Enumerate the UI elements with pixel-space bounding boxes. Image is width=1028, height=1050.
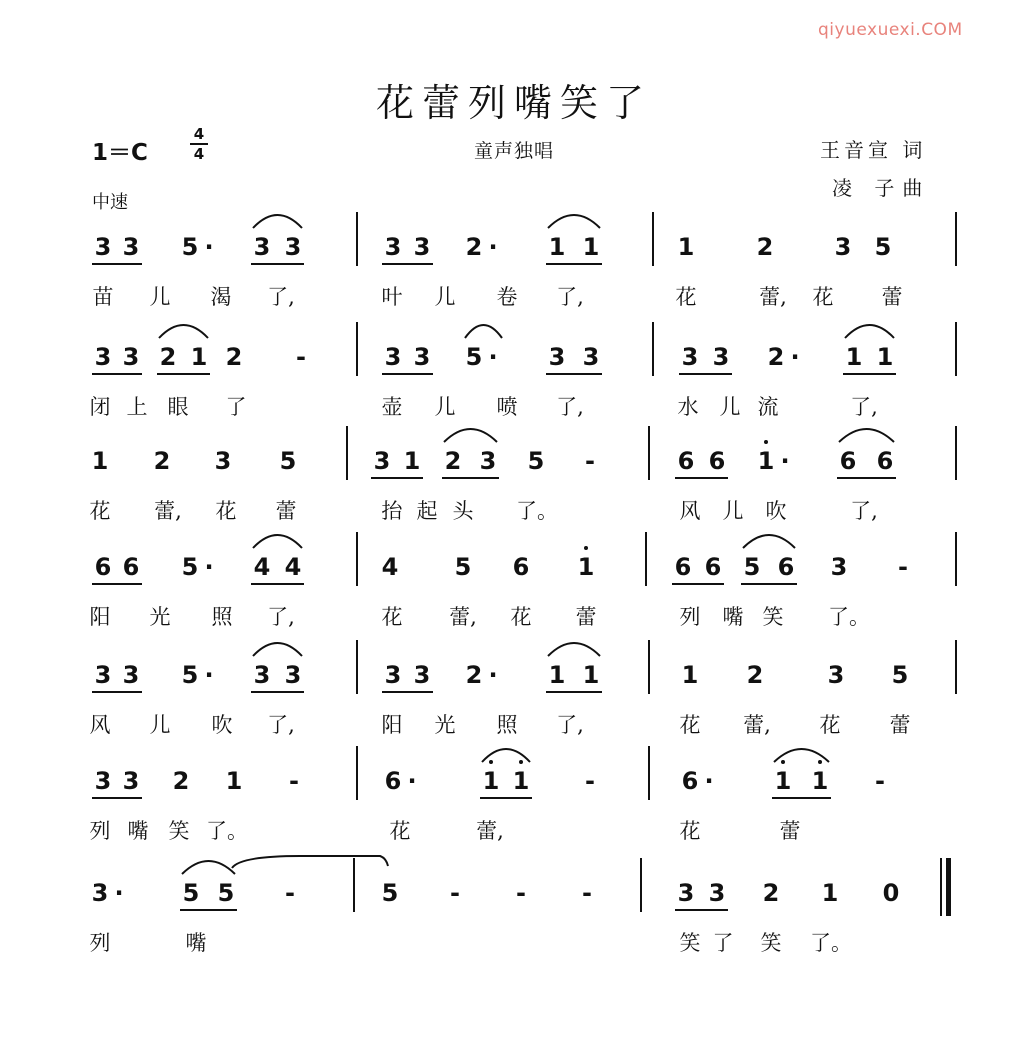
note: 5 bbox=[279, 447, 297, 475]
lyric-syllable: 喷 bbox=[496, 395, 518, 419]
lyric-syllable: 了, bbox=[267, 713, 295, 737]
note: 1 bbox=[582, 661, 600, 689]
long-slur bbox=[232, 856, 388, 868]
dash-extension: - bbox=[585, 767, 595, 795]
note: 2 bbox=[465, 661, 483, 689]
lyric-syllable: 了 bbox=[225, 395, 247, 419]
note: 6 bbox=[677, 447, 695, 475]
augmentation-dot: · bbox=[204, 553, 214, 581]
lyric-syllable: 了。 bbox=[828, 605, 870, 629]
lyric-syllable: 列 bbox=[89, 819, 111, 843]
lyric-syllable: 阳 bbox=[89, 605, 111, 629]
lyric-syllable: 了, bbox=[850, 499, 878, 523]
augmentation-dot: · bbox=[780, 447, 790, 475]
lyric-syllable: 蕾 bbox=[889, 713, 911, 737]
note: 2 bbox=[159, 343, 177, 371]
note: 3 bbox=[94, 233, 112, 261]
lyric-syllable: 上 bbox=[126, 395, 148, 419]
note: 3 bbox=[94, 767, 112, 795]
tie-slur bbox=[182, 861, 235, 874]
lyric-syllable: 列 bbox=[679, 605, 701, 629]
tie-slur bbox=[253, 535, 302, 548]
note: 3 bbox=[712, 343, 730, 371]
lyric-syllable: 花 bbox=[679, 713, 701, 737]
note: 1 bbox=[548, 233, 566, 261]
lyric-syllable: 闭 bbox=[89, 395, 111, 419]
augmentation-dot: · bbox=[488, 233, 498, 261]
dash-extension: - bbox=[582, 879, 592, 907]
note: 5 bbox=[891, 661, 909, 689]
tie-slur bbox=[159, 325, 208, 338]
lyric-syllable: 笑 bbox=[679, 931, 701, 955]
lyric-syllable: 了, bbox=[556, 713, 584, 737]
note: 3 bbox=[373, 447, 391, 475]
tie-slur bbox=[548, 643, 600, 656]
augmentation-dot: · bbox=[204, 233, 214, 261]
note: 3 bbox=[681, 343, 699, 371]
dash-extension: - bbox=[285, 879, 295, 907]
lyric-syllable: 光 bbox=[149, 605, 171, 629]
lyric-syllable: 蕾 bbox=[275, 499, 297, 523]
lyric-syllable: 风 bbox=[89, 713, 111, 737]
note: 1 bbox=[548, 661, 566, 689]
note: 2 bbox=[767, 343, 785, 371]
note: 2 bbox=[153, 447, 171, 475]
lyric-syllable: 了。 bbox=[516, 499, 558, 523]
note: 4 bbox=[253, 553, 271, 581]
note: 1 bbox=[582, 233, 600, 261]
note: 3 bbox=[253, 233, 271, 261]
tie-slur bbox=[548, 215, 600, 228]
note: 4 bbox=[284, 553, 302, 581]
dash-extension: - bbox=[875, 767, 885, 795]
note: 6 bbox=[876, 447, 894, 475]
lyric-syllable: 花 bbox=[812, 285, 834, 309]
note: 2 bbox=[225, 343, 243, 371]
lyric-syllable: 抬 bbox=[381, 499, 403, 523]
lyric-syllable: 了, bbox=[556, 395, 584, 419]
note: 2 bbox=[172, 767, 190, 795]
note: 5 bbox=[181, 233, 199, 261]
note: 5 bbox=[182, 879, 200, 907]
lyric-syllable: 笑 bbox=[760, 931, 782, 955]
tie-slur bbox=[253, 643, 302, 656]
lyric-syllable: 蕾 bbox=[881, 285, 903, 309]
note: 2 bbox=[465, 233, 483, 261]
lyric-syllable: 花 bbox=[215, 499, 237, 523]
note: 1 bbox=[504, 766, 538, 796]
note: 5 bbox=[743, 553, 761, 581]
tie-slur bbox=[774, 749, 829, 762]
lyric-syllable: 蕾, bbox=[154, 499, 182, 523]
note: 1 bbox=[803, 766, 837, 796]
note: 6 bbox=[704, 553, 722, 581]
dash-extension: - bbox=[516, 879, 526, 907]
augmentation-dot: · bbox=[488, 343, 498, 371]
note: 3 bbox=[214, 447, 232, 475]
note: 1 bbox=[91, 447, 109, 475]
note: 6 bbox=[708, 447, 726, 475]
note: 1 bbox=[681, 661, 699, 689]
lyric-syllable: 风 bbox=[679, 499, 701, 523]
lyric-syllable: 嘴 bbox=[185, 931, 207, 955]
lyric-syllable: 儿 bbox=[722, 499, 744, 523]
note: 5 bbox=[874, 233, 892, 261]
lyric-syllable: 花 bbox=[510, 605, 532, 629]
note: 3 bbox=[582, 343, 600, 371]
note: 3 bbox=[548, 343, 566, 371]
lyric-syllable: 光 bbox=[434, 713, 456, 737]
time-signature-bottom: 4 bbox=[193, 145, 205, 163]
watermark: qiyuexuexi.COM bbox=[818, 20, 963, 40]
dash-extension: - bbox=[289, 767, 299, 795]
tie-slur bbox=[743, 535, 795, 548]
note: 1 bbox=[190, 343, 208, 371]
lyric-syllable: 笑 bbox=[762, 605, 784, 629]
lyric-syllable: 花 bbox=[89, 499, 111, 523]
lyric-syllable: 了, bbox=[267, 605, 295, 629]
note: 0 bbox=[882, 879, 900, 907]
note: 6 bbox=[384, 767, 402, 795]
note: 3 bbox=[122, 233, 140, 261]
lyric-syllable: 了。 bbox=[206, 819, 248, 843]
note: 3 bbox=[830, 553, 848, 581]
lyric-syllable: 照 bbox=[496, 713, 518, 737]
lyric-syllable: 阳 bbox=[381, 713, 403, 737]
lyric-syllable: 了, bbox=[556, 285, 584, 309]
note: 1 bbox=[749, 446, 783, 476]
note: 3 bbox=[827, 661, 845, 689]
lyric-syllable: 笑 bbox=[168, 819, 190, 843]
note: 5 bbox=[527, 447, 545, 475]
tie-slur bbox=[253, 215, 302, 228]
note: 5 bbox=[465, 343, 483, 371]
composer-credit: 凌 子曲 bbox=[832, 176, 931, 200]
lyric-syllable: 列 bbox=[89, 931, 111, 955]
lyric-syllable: 起 bbox=[416, 499, 438, 523]
lyric-syllable: 叶 bbox=[381, 285, 403, 309]
note: 5 bbox=[181, 553, 199, 581]
tie-slur bbox=[465, 325, 502, 338]
lyric-syllable: 卷 bbox=[496, 285, 518, 309]
lyric-syllable: 流 bbox=[757, 395, 779, 419]
note: 3 bbox=[413, 343, 431, 371]
lyric-syllable: 水 bbox=[677, 395, 699, 419]
dash-extension: - bbox=[585, 447, 595, 475]
key-signature: 1＝C bbox=[92, 140, 148, 166]
tie-slur bbox=[839, 429, 894, 442]
note: 1 bbox=[845, 343, 863, 371]
song-title: 花蕾列嘴笑了 bbox=[375, 81, 652, 125]
dash-extension: - bbox=[296, 343, 306, 371]
lyric-syllable: 了, bbox=[267, 285, 295, 309]
note: 3 bbox=[413, 661, 431, 689]
augmentation-dot: · bbox=[488, 661, 498, 689]
note: 3 bbox=[708, 879, 726, 907]
lyric-syllable: 儿 bbox=[149, 285, 171, 309]
note: 1 bbox=[677, 233, 695, 261]
lyric-syllable: 照 bbox=[211, 605, 233, 629]
lyric-syllable: 花 bbox=[819, 713, 841, 737]
lyric-syllable: 苗 bbox=[92, 285, 114, 309]
note: 3 bbox=[122, 767, 140, 795]
note: 3 bbox=[479, 447, 497, 475]
note: 2 bbox=[746, 661, 764, 689]
note: 6 bbox=[681, 767, 699, 795]
augmentation-dot: · bbox=[114, 879, 124, 907]
note: 3 bbox=[94, 661, 112, 689]
tie-slur bbox=[482, 749, 530, 762]
note: 3 bbox=[413, 233, 431, 261]
augmentation-dot: · bbox=[704, 767, 714, 795]
lyric-syllable: 儿 bbox=[434, 285, 456, 309]
note: 6 bbox=[674, 553, 692, 581]
lyric-syllable: 儿 bbox=[149, 713, 171, 737]
note: 6 bbox=[839, 447, 857, 475]
lyric-syllable: 蕾 bbox=[779, 819, 801, 843]
note: 3 bbox=[834, 233, 852, 261]
lyric-syllable: 壶 bbox=[381, 395, 403, 419]
lyric-syllable: 花 bbox=[675, 285, 697, 309]
lyric-syllable: 花 bbox=[381, 605, 403, 629]
note: 4 bbox=[381, 553, 399, 581]
note: 6 bbox=[94, 553, 112, 581]
lyric-syllable: 蕾, bbox=[759, 285, 787, 309]
lyric-syllable: 儿 bbox=[719, 395, 741, 419]
lyric-syllable: 蕾 bbox=[575, 605, 597, 629]
dash-extension: - bbox=[450, 879, 460, 907]
lyric-syllable: 蕾, bbox=[476, 819, 504, 843]
note: 1 bbox=[876, 343, 894, 371]
augmentation-dot: · bbox=[204, 661, 214, 689]
note: 3 bbox=[122, 343, 140, 371]
note: 1 bbox=[569, 552, 603, 582]
note: 3 bbox=[677, 879, 695, 907]
lyric-syllable: 眼 bbox=[167, 395, 189, 419]
note: 6 bbox=[777, 553, 795, 581]
lyricist-credit: 王音宣 词 bbox=[820, 138, 927, 162]
note: 5 bbox=[454, 553, 472, 581]
note: 5 bbox=[381, 879, 399, 907]
performance-type: 童声独唱 bbox=[473, 140, 554, 162]
lyric-syllable: 嘴 bbox=[127, 819, 149, 843]
note: 1 bbox=[225, 767, 243, 795]
lyric-syllable: 头 bbox=[452, 499, 474, 523]
note: 2 bbox=[444, 447, 462, 475]
augmentation-dot: · bbox=[790, 343, 800, 371]
note: 3 bbox=[253, 661, 271, 689]
tempo-marking: 中速 bbox=[92, 192, 128, 213]
lyric-syllable: 了 bbox=[712, 931, 734, 955]
note: 1 bbox=[403, 447, 421, 475]
note: 2 bbox=[756, 233, 774, 261]
note: 3 bbox=[384, 343, 402, 371]
lyric-syllable: 花 bbox=[679, 819, 701, 843]
lyric-syllable: 渴 bbox=[210, 285, 232, 309]
note: 1 bbox=[821, 879, 839, 907]
note: 3 bbox=[122, 661, 140, 689]
note: 3 bbox=[94, 343, 112, 371]
lyric-syllable: 蕾, bbox=[449, 605, 477, 629]
lyric-syllable: 蕾, bbox=[743, 713, 771, 737]
note: 2 bbox=[762, 879, 780, 907]
tie-slur bbox=[845, 325, 894, 338]
note: 3 bbox=[91, 879, 109, 907]
note: 5 bbox=[181, 661, 199, 689]
note: 6 bbox=[122, 553, 140, 581]
lyric-syllable: 花 bbox=[389, 819, 411, 843]
tie-slur bbox=[444, 429, 497, 442]
augmentation-dot: · bbox=[407, 767, 417, 795]
lyric-syllable: 嘴 bbox=[722, 605, 744, 629]
dash-extension: - bbox=[898, 553, 908, 581]
lyric-syllable: 吹 bbox=[765, 499, 787, 523]
lyric-syllable: 了, bbox=[850, 395, 878, 419]
note: 3 bbox=[384, 233, 402, 261]
note: 1 bbox=[766, 766, 800, 796]
note: 5 bbox=[217, 879, 235, 907]
lyric-syllable: 吹 bbox=[211, 713, 233, 737]
lyric-syllable: 儿 bbox=[434, 395, 456, 419]
note: 3 bbox=[284, 661, 302, 689]
note: 3 bbox=[384, 661, 402, 689]
lyric-syllable: 了。 bbox=[810, 931, 852, 955]
time-signature-top: 4 bbox=[193, 125, 205, 143]
note: 6 bbox=[512, 553, 530, 581]
note: 1 bbox=[474, 766, 508, 796]
note: 3 bbox=[284, 233, 302, 261]
